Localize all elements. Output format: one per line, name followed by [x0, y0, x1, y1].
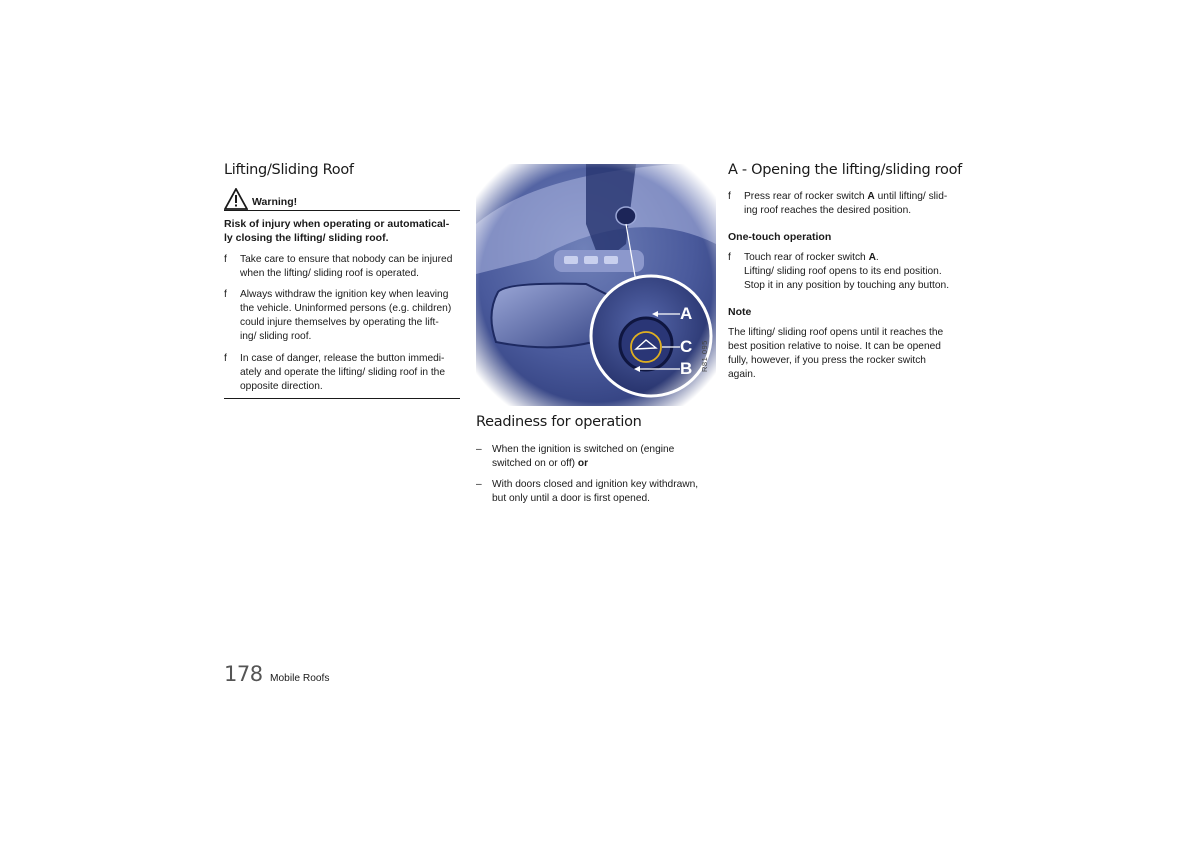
opening-step-1-line-2: ing roof reaches the desired position. — [744, 205, 912, 216]
bullet-3-line-3: opposite direction. — [240, 381, 323, 392]
bullet-3-line-1: In case of danger, release the button immedi- — [240, 353, 445, 364]
readiness-item-2-line-1: With doors closed and ignition key withdrawn, — [492, 479, 699, 490]
note-line-3: fully, however, if you press the rocker switch — [728, 355, 926, 366]
readiness-item-2-line-2: but only until a door is first opened. — [492, 493, 651, 504]
label-a: A — [680, 304, 693, 323]
warning-header — [224, 188, 460, 211]
section-title-opening: A - Opening the lifting/sliding roof — [728, 162, 962, 178]
risk-line-2: ly closing the lifting/ sliding roof. — [224, 232, 389, 244]
risk-statement — [224, 217, 464, 245]
bullet-1-line-1: Take care to ensure that nobody can be injured — [240, 254, 453, 265]
readiness-item-1-or: or — [577, 458, 589, 469]
one-touch-heading: One-touch operation — [728, 231, 832, 243]
readiness-item-1-text: switched on or off) — [492, 458, 578, 469]
label-c: C — [680, 337, 693, 356]
warning-label: Warning! — [252, 196, 298, 208]
note-body — [728, 326, 968, 382]
risk-line-1: Risk of injury when operating or automatical- — [224, 218, 450, 230]
page-number: 178 — [224, 662, 263, 686]
bullet-1-line-2: when the lifting/ sliding roof is operated. — [240, 268, 419, 279]
warning-bullet-2 — [224, 288, 476, 344]
bullet-2-line-4: ing/ sliding roof. — [240, 331, 312, 342]
label-b: B — [680, 359, 693, 378]
step-2-post: . — [875, 252, 879, 263]
warning-bullet-3 — [224, 352, 476, 394]
opening-step-1-line-1 — [744, 190, 980, 204]
warning-bottom-rule — [224, 398, 460, 399]
dash-mark: – — [476, 479, 482, 490]
note-line-4: again. — [728, 369, 756, 380]
switch-a-ref: A — [867, 191, 875, 202]
bullet-2-line-2: the vehicle. Uninformed persons (e.g. children) — [240, 303, 452, 314]
bullet-mark: f — [728, 191, 731, 202]
readiness-item-1-line-1: When the ignition is switched on (engine — [492, 444, 675, 455]
bullet-3-line-2: ately and operate the lifting/ sliding roof in the — [240, 367, 446, 378]
opening-step-2-line-3: Stop it in any position by touching any button. — [744, 280, 950, 291]
roof-switch-illustration — [476, 164, 716, 406]
bullet-mark: f — [728, 252, 731, 263]
bullet-mark: f — [224, 289, 227, 300]
step-1-pre: Press rear of rocker switch — [744, 191, 868, 202]
opening-step-2-line-2: Lifting/ sliding roof opens to its end position. — [744, 266, 942, 277]
opening-step-2-line-1 — [744, 251, 980, 265]
bullet-mark: f — [224, 353, 227, 364]
figure-code: R81 095 — [700, 340, 709, 372]
section-title-readiness: Readiness for operation — [476, 414, 642, 430]
readiness-item-2 — [476, 478, 732, 506]
section-title-lifting-sliding-roof: Lifting/Sliding Roof — [224, 162, 354, 178]
note-heading: Note — [728, 306, 752, 318]
note-line-1: The lifting/ sliding roof opens until it reaches the — [728, 327, 944, 338]
bullet-mark: f — [224, 254, 227, 265]
note-line-2: best position relative to noise. It can be opened — [728, 341, 941, 352]
bullet-2-line-1: Always withdraw the ignition key when leaving — [240, 289, 449, 300]
switch-a-ref-2: A — [868, 252, 876, 263]
warning-bullet-1 — [224, 253, 476, 281]
opening-step-2 — [728, 251, 980, 293]
step-1-post: until lifting/ slid- — [874, 191, 948, 202]
footer-section-name: Mobile Roofs — [270, 673, 330, 684]
warning-triangle-icon — [224, 188, 248, 210]
readiness-item-1-line-2 — [492, 457, 732, 471]
opening-step-1 — [728, 190, 980, 218]
step-2-pre: Touch rear of rocker switch — [744, 252, 869, 263]
dash-mark: – — [476, 444, 482, 455]
bullet-2-line-3: could injure themselves by operating the lift- — [240, 317, 439, 328]
readiness-item-1 — [476, 443, 732, 471]
